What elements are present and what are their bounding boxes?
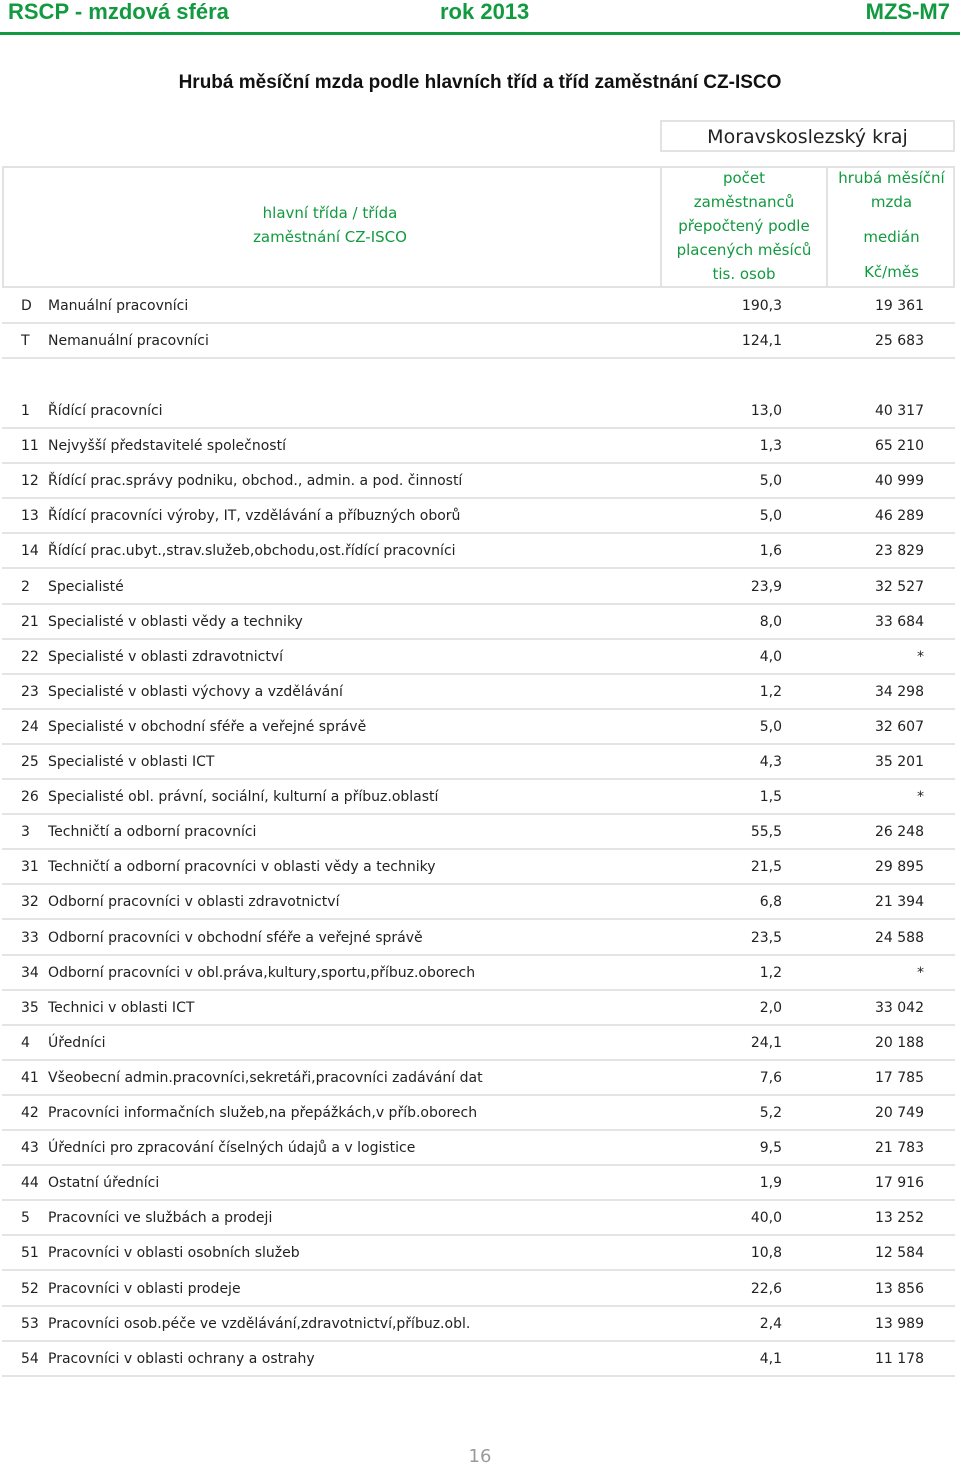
row-count: 5,2 xyxy=(759,1105,782,1121)
row-median: 23 829 xyxy=(875,543,924,560)
row-label: Úředníci pro zpracování číselných údajů a v logistice xyxy=(48,1140,416,1157)
row-label: Řídící pracovníci xyxy=(48,403,163,419)
row-code: 26 xyxy=(21,789,39,806)
row-label: Pracovníci v oblasti prodeje xyxy=(48,1280,241,1297)
table-row xyxy=(2,675,955,710)
row-code: 5 xyxy=(21,1210,30,1227)
row-code: 35 xyxy=(21,999,39,1016)
row-code: 52 xyxy=(21,1280,39,1297)
row-count: 124,1 xyxy=(741,333,782,349)
row-label: Řídící prac.správy podniku, obchod., admin. a pod. činností xyxy=(48,473,463,490)
row-code: 11 xyxy=(21,438,39,455)
row-median: * xyxy=(917,789,924,806)
row-median: 46 289 xyxy=(875,508,924,525)
table-row xyxy=(2,1307,955,1342)
row-median: 21 394 xyxy=(875,894,924,911)
row-median: 32 607 xyxy=(875,718,924,735)
table-row xyxy=(2,570,955,605)
row-count: 7,6 xyxy=(759,1069,782,1086)
row-count: 1,3 xyxy=(759,438,782,455)
row-label: Specialisté v oblasti vědy a techniky xyxy=(48,613,303,630)
row-label: Specialisté obl. právní, sociální, kulturní a příbuz.oblastí xyxy=(48,789,439,806)
row-code: 53 xyxy=(21,1315,39,1332)
table-row xyxy=(2,885,955,920)
row-median: 24 588 xyxy=(875,929,924,946)
row-count: 1,2 xyxy=(759,683,782,700)
row-code: 41 xyxy=(21,1069,39,1086)
row-median: 40 317 xyxy=(875,403,924,419)
row-code: 31 xyxy=(21,859,39,876)
table-row xyxy=(2,499,955,534)
region-label: Moravskoslezský kraj xyxy=(660,120,955,152)
row-code: 12 xyxy=(21,473,39,490)
row-median: 40 999 xyxy=(875,473,924,490)
table-row xyxy=(2,956,955,991)
row-label: Pracovníci v oblasti osobních služeb xyxy=(48,1245,300,1262)
row-code: 42 xyxy=(21,1105,39,1121)
row-median: 17 785 xyxy=(875,1069,924,1086)
row-label: Specialisté v oblasti zdravotnictví xyxy=(48,648,283,665)
row-count: 5,0 xyxy=(759,473,782,490)
row-median: 21 783 xyxy=(875,1140,924,1157)
table-row xyxy=(2,605,955,640)
row-count: 22,6 xyxy=(750,1280,782,1297)
row-count: 4,3 xyxy=(759,754,782,770)
row-count: 10,8 xyxy=(750,1245,782,1262)
row-code: 54 xyxy=(21,1350,39,1367)
table-row xyxy=(2,1272,955,1307)
row-median: 34 298 xyxy=(875,683,924,700)
row-count: 4,1 xyxy=(759,1350,782,1367)
row-count: 2,4 xyxy=(759,1315,782,1332)
table-row xyxy=(2,1201,955,1236)
row-label: Všeobecní admin.pracovníci,sekretáři,pracovníci zadávání dat xyxy=(48,1069,483,1086)
row-count: 5,0 xyxy=(759,718,782,735)
row-median: 20 188 xyxy=(875,1034,924,1051)
row-median: * xyxy=(917,964,924,981)
row-label: Techničtí a odborní pracovníci v oblasti vědy a techniky xyxy=(48,859,436,876)
row-label: Odborní pracovníci v obchodní sféře a veřejné správě xyxy=(48,929,423,946)
row-count: 1,5 xyxy=(759,789,782,806)
row-count: 21,5 xyxy=(750,859,782,876)
row-count: 1,6 xyxy=(759,543,782,560)
row-count: 6,8 xyxy=(759,894,782,911)
row-code: 24 xyxy=(21,718,39,735)
wage-column-header: hrubá měsíční mzda medián Kč/měs xyxy=(838,169,945,281)
row-median: 13 252 xyxy=(875,1210,924,1227)
table-row xyxy=(2,1026,955,1061)
row-label: Techničtí a odborní pracovníci xyxy=(48,824,257,841)
row-label: Úředníci xyxy=(48,1034,106,1051)
row-label: Specialisté xyxy=(48,578,124,595)
table-row xyxy=(2,850,955,885)
row-median: 65 210 xyxy=(875,438,924,455)
row-median: 13 989 xyxy=(875,1315,924,1332)
row-code: 2 xyxy=(21,578,30,595)
table-row xyxy=(2,289,955,324)
row-label: Odborní pracovníci v oblasti zdravotnictví xyxy=(48,894,340,911)
row-code: 51 xyxy=(21,1245,39,1262)
row-count: 190,3 xyxy=(741,298,782,314)
row-count: 9,5 xyxy=(759,1140,782,1157)
header-center: rok 2013 xyxy=(440,0,530,24)
row-median: * xyxy=(917,648,924,665)
count-column-header: počet zaměstnanců přepočtený podle placených měsíců tis. osob xyxy=(676,169,812,283)
row-code: 23 xyxy=(21,683,39,700)
table-row xyxy=(2,921,955,956)
row-label: Nejvyšší představitelé společností xyxy=(48,438,286,455)
table-row xyxy=(2,640,955,675)
row-label: Manuální pracovníci xyxy=(48,298,189,314)
table-row xyxy=(2,991,955,1026)
page-title: Hrubá měsíční mzda podle hlavních tříd a tříd zaměstnání CZ-ISCO xyxy=(178,72,782,93)
row-count: 4,0 xyxy=(759,648,782,665)
row-count: 1,9 xyxy=(759,1175,782,1192)
row-code: 22 xyxy=(21,648,39,665)
row-code: D xyxy=(21,298,32,314)
row-count: 5,0 xyxy=(759,508,782,525)
row-code: 25 xyxy=(21,754,39,770)
table-row xyxy=(2,1061,955,1096)
table-row xyxy=(2,1131,955,1166)
row-label: Specialisté v obchodní sféře a veřejné správě xyxy=(48,718,367,735)
row-code: 32 xyxy=(21,894,39,911)
row-count: 40,0 xyxy=(750,1210,782,1227)
row-label: Specialisté v oblasti výchovy a vzdělávání xyxy=(48,683,343,700)
row-label: Řídící pracovníci výroby, IT, vzdělávání a příbuzných oborů xyxy=(48,508,461,525)
row-code: 34 xyxy=(21,964,39,981)
row-count: 13,0 xyxy=(750,403,782,419)
row-label: Pracovníci informačních služeb,na přepážkách,v příb.oborech xyxy=(48,1105,478,1121)
row-code: 3 xyxy=(21,824,30,841)
table-row xyxy=(2,780,955,815)
table-row xyxy=(2,394,955,429)
row-count: 23,5 xyxy=(750,929,782,946)
row-count: 23,9 xyxy=(750,578,782,595)
page-number: 16 xyxy=(468,1446,492,1467)
class-column-header: hlavní třída / třída zaměstnání CZ-ISCO xyxy=(253,204,407,246)
row-code: 33 xyxy=(21,929,39,946)
row-label: Odborní pracovníci v obl.práva,kultury,sportu,příbuz.oborech xyxy=(48,964,476,981)
row-median: 12 584 xyxy=(875,1245,924,1262)
row-median: 26 248 xyxy=(875,824,924,841)
row-code: 14 xyxy=(21,543,39,560)
row-code: 1 xyxy=(21,403,30,419)
row-median: 20 749 xyxy=(875,1105,924,1121)
row-label: Řídící prac.ubyt.,strav.služeb,obchodu,ost.řídící pracovníci xyxy=(48,543,456,560)
row-label: Technici v oblasti ICT xyxy=(48,999,195,1016)
table-row xyxy=(2,534,955,569)
header-left: RSCP - mzdová sféra xyxy=(8,0,229,24)
table-row xyxy=(2,1166,955,1201)
row-label: Pracovníci osob.péče ve vzdělávání,zdravotnictví,příbuz.obl. xyxy=(48,1315,471,1332)
row-label: Specialisté v oblasti ICT xyxy=(48,754,215,770)
row-code: 4 xyxy=(21,1034,30,1051)
table-row xyxy=(2,1096,955,1131)
row-median: 25 683 xyxy=(875,333,924,349)
row-median: 32 527 xyxy=(875,578,924,595)
row-median: 29 895 xyxy=(875,859,924,876)
row-median: 35 201 xyxy=(875,754,924,770)
header-divider xyxy=(0,32,960,35)
row-code: 43 xyxy=(21,1140,39,1157)
row-count: 24,1 xyxy=(750,1034,782,1051)
page-header xyxy=(0,0,960,26)
table-row xyxy=(2,745,955,780)
row-median: 13 856 xyxy=(875,1280,924,1297)
table-row xyxy=(2,1236,955,1271)
row-count: 2,0 xyxy=(759,999,782,1016)
table-row xyxy=(2,464,955,499)
table-row xyxy=(2,815,955,850)
row-median: 17 916 xyxy=(875,1175,924,1192)
row-label: Pracovníci v oblasti ochrany a ostrahy xyxy=(48,1350,315,1367)
row-code: 44 xyxy=(21,1175,39,1192)
row-code: 21 xyxy=(21,613,39,630)
row-median: 33 684 xyxy=(875,613,924,630)
row-code: T xyxy=(21,333,30,349)
row-count: 55,5 xyxy=(750,824,782,841)
row-label: Ostatní úředníci xyxy=(48,1175,160,1192)
table-row xyxy=(2,324,955,359)
row-median: 11 178 xyxy=(875,1350,924,1367)
table-row xyxy=(2,710,955,745)
header-right: MZS-M7 xyxy=(865,0,950,24)
row-count: 1,2 xyxy=(759,964,782,981)
table-row xyxy=(2,429,955,464)
row-label: Nemanuální pracovníci xyxy=(48,333,209,349)
row-label: Pracovníci ve službách a prodeji xyxy=(48,1210,273,1227)
row-median: 33 042 xyxy=(875,999,924,1016)
row-median: 19 361 xyxy=(875,298,924,314)
table-row xyxy=(2,1342,955,1377)
row-count: 8,0 xyxy=(759,613,782,630)
row-code: 13 xyxy=(21,508,39,525)
